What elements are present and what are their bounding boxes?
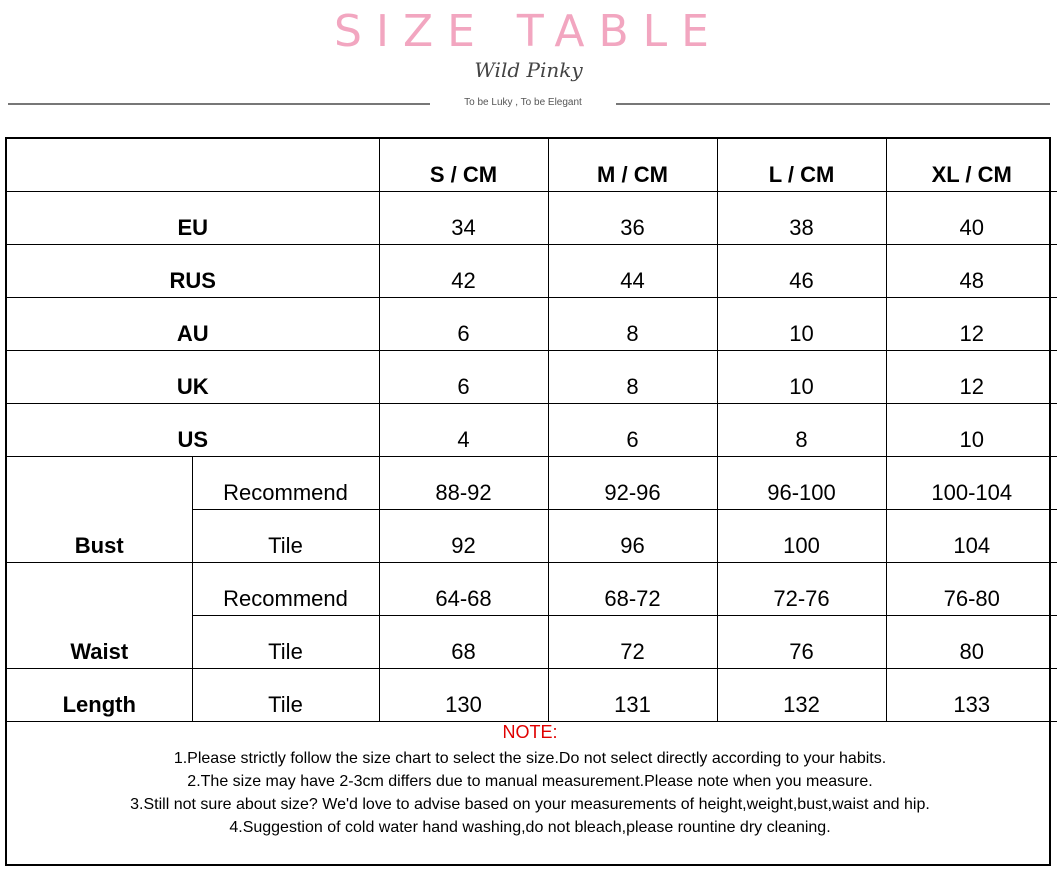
row-label: US [7, 404, 379, 457]
group-label: Bust [7, 457, 192, 563]
table-row [7, 563, 1057, 616]
table-cell: 38 [717, 192, 886, 245]
table-cell: 88-92 [379, 457, 548, 510]
table-cell: 10 [717, 298, 886, 351]
row-label: AU [7, 298, 379, 351]
group-label: Waist [7, 563, 192, 669]
table-cell: 4 [379, 404, 548, 457]
divider-right [616, 103, 1050, 105]
table-row [7, 404, 1057, 457]
table-header-row [7, 139, 1057, 192]
table-cell: 6 [548, 404, 717, 457]
table-cell: 6 [379, 298, 548, 351]
table-cell: 6 [379, 351, 548, 404]
table-cell: 46 [717, 245, 886, 298]
note-line: 3.Still not sure about size? We'd love to advise based on your measurements of height,weight,bust,waist and hip. [130, 796, 930, 813]
sub-row-label: Tile [192, 669, 379, 722]
table-cell: 10 [886, 404, 1057, 457]
table-cell: 100-104 [886, 457, 1057, 510]
table-cell: 76 [717, 616, 886, 669]
sub-row-label: Tile [192, 510, 379, 563]
corner-cell [7, 139, 379, 192]
table-cell: 92-96 [548, 457, 717, 510]
table-row [7, 669, 1057, 722]
column-header: XL / CM [886, 139, 1057, 192]
row-label: EU [7, 192, 379, 245]
table-cell: 104 [886, 510, 1057, 563]
table-cell: 12 [886, 298, 1057, 351]
size-table [7, 139, 1057, 722]
table-row [7, 245, 1057, 298]
table-cell: 48 [886, 245, 1057, 298]
size-chart-frame [5, 137, 1051, 866]
table-cell: 133 [886, 669, 1057, 722]
row-label: UK [7, 351, 379, 404]
table-cell: 36 [548, 192, 717, 245]
table-cell: 8 [717, 404, 886, 457]
note-title: NOTE: [502, 722, 558, 742]
table-cell: 96 [548, 510, 717, 563]
table-row [7, 298, 1057, 351]
table-cell: 8 [548, 351, 717, 404]
table-cell: 132 [717, 669, 886, 722]
table-cell: 72-76 [717, 563, 886, 616]
table-row [7, 351, 1057, 404]
note-line: 4.Suggestion of cold water hand washing,do not bleach,please rountine dry cleaning. [229, 819, 831, 836]
column-header: M / CM [548, 139, 717, 192]
table-cell: 40 [886, 192, 1057, 245]
table-cell: 80 [886, 616, 1057, 669]
table-row [7, 192, 1057, 245]
sub-row-label: Recommend [192, 457, 379, 510]
care-note [7, 722, 1053, 839]
table-row [7, 457, 1057, 510]
column-header: L / CM [717, 139, 886, 192]
page-title: SIZE TABLE [334, 6, 723, 57]
slogan: To be Luky , To be Elegant [464, 97, 582, 108]
brand-logo: Wild Pinky [474, 58, 583, 82]
table-cell: 131 [548, 669, 717, 722]
table-cell: 34 [379, 192, 548, 245]
divider-left [8, 103, 430, 105]
table-cell: 44 [548, 245, 717, 298]
table-cell: 10 [717, 351, 886, 404]
sub-row-label: Tile [192, 616, 379, 669]
column-header: S / CM [379, 139, 548, 192]
table-cell: 100 [717, 510, 886, 563]
group-label: Length [7, 669, 192, 722]
table-cell: 92 [379, 510, 548, 563]
table-cell: 76-80 [886, 563, 1057, 616]
table-cell: 12 [886, 351, 1057, 404]
table-cell: 72 [548, 616, 717, 669]
table-cell: 68 [379, 616, 548, 669]
table-cell: 42 [379, 245, 548, 298]
table-cell: 130 [379, 669, 548, 722]
page-header [0, 0, 1057, 130]
row-label: RUS [7, 245, 379, 298]
table-cell: 68-72 [548, 563, 717, 616]
table-cell: 8 [548, 298, 717, 351]
table-cell: 96-100 [717, 457, 886, 510]
note-line: 1.Please strictly follow the size chart to select the size.Do not select directly according to your habits. [173, 750, 887, 767]
note-line: 2.The size may have 2-3cm differs due to manual measurement.Please note when you measure. [187, 773, 873, 790]
sub-row-label: Recommend [192, 563, 379, 616]
table-cell: 64-68 [379, 563, 548, 616]
